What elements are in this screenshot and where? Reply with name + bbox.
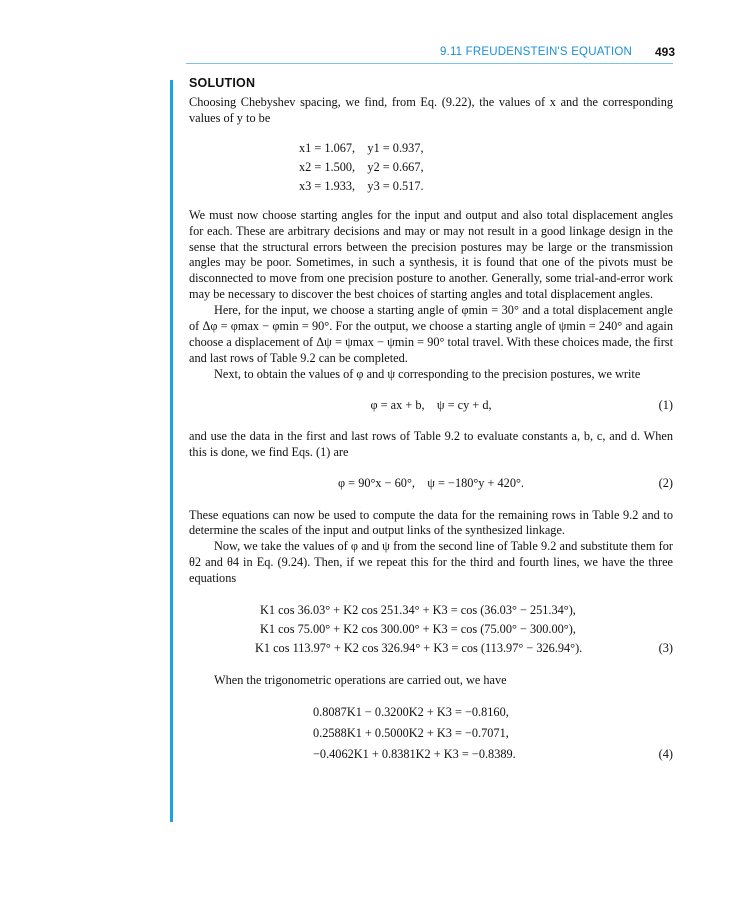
- page-number: 493: [654, 45, 675, 59]
- header-rule: [186, 63, 673, 64]
- equation-1: [189, 398, 673, 414]
- paragraph-4: Next, to obtain the values of φ and ψ corresponding to the precision postures, we write: [214, 366, 641, 381]
- solution-heading: SOLUTION: [189, 76, 256, 90]
- paragraph-7: Now, we take the values of φ and ψ from the second line of Table 9.2 and substitute them for θ2 and θ4 in Eq. (9.24). Then, if we repeat this for the third and fourth lines, we have the three equations: [189, 539, 673, 586]
- equation-3-number: (3): [658, 641, 673, 656]
- equation-3-line: K1 cos 113.97° + K2 cos 326.94° + K3 = cos (113.97° − 326.94°).: [255, 641, 583, 656]
- solution-body: [189, 76, 673, 765]
- value-row: x3 = 1.933, y3 = 0.517.: [299, 178, 424, 193]
- equation-1-number: (1): [658, 397, 673, 412]
- equation-4: [189, 702, 673, 765]
- equation-3-line: K1 cos 36.03° + K2 cos 251.34° + K3 = cos (36.03° − 251.34°),: [260, 603, 576, 618]
- paragraph-6: These equations can now be used to compute the data for the remaining rows in Table 9.2 and to determine the scales of the input and output links of the synthesized linkage.: [189, 507, 673, 538]
- value-row: x2 = 1.500, y2 = 0.667,: [299, 159, 424, 174]
- equation-1-text: φ = ax + b, ψ = cy + d,: [370, 397, 492, 412]
- value-row: x1 = 1.067, y1 = 0.937,: [299, 140, 424, 155]
- equation-2-number: (2): [658, 475, 673, 490]
- equation-4-number: (4): [658, 746, 673, 761]
- paragraph-8: When the trigonometric operations are carried out, we have: [214, 673, 507, 688]
- paragraph-1: Choosing Chebyshev spacing, we find, from Eq. (9.22), the values of x and the corresponding values of y to be: [189, 94, 673, 125]
- running-head: [0, 44, 737, 64]
- equation-4-line: −0.4062K1 + 0.8381K2 + K3 = −0.8389.: [313, 746, 516, 761]
- paragraph-5: and use the data in the first and last rows of Table 9.2 to evaluate constants a, b, c, and d. When this is done, we find Eqs. (1) are: [189, 428, 673, 459]
- paragraph-2: We must now choose starting angles for the input and output and also total displacement angles for each. These are arbitrary decisions and may or may not result in a good linkage design in the sense that the structural errors between the precision postures may be large or the transmission angles may be poor. Sometimes, in such a synthesis, it is found that one of the pivots must be disconnected to move from one precision posture to another. Generally, some trial-and-error work may be necessary to discover the best choices of starting angles and total displacement angles.: [189, 207, 673, 302]
- equation-3-line: K1 cos 75.00° + K2 cos 300.00° + K3 = cos (75.00° − 300.00°),: [260, 622, 576, 637]
- equation-4-line: 0.8087K1 − 0.3200K2 + K3 = −0.8160,: [313, 704, 509, 719]
- chebyshev-values: [189, 139, 673, 196]
- equation-2-text: φ = 90°x − 60°, ψ = −180°y + 420°.: [338, 475, 524, 490]
- equation-3: [189, 601, 673, 658]
- solution-side-bar: [170, 80, 173, 822]
- section-title: 9.11 FREUDENSTEIN'S EQUATION: [439, 46, 632, 58]
- equation-4-line: 0.2588K1 + 0.5000K2 + K3 = −0.7071,: [313, 725, 509, 740]
- paragraph-3: Here, for the input, we choose a starting angle of φmin = 30° and a total displacement angle of Δφ = φmax − φmin = 90°. For the output, we choose a starting angle of ψmin = 240° and again choose a displacement of Δψ = ψmax − ψmin = 90° total travel. With these choices made, the first and last rows of Table 9.2 can be completed.: [189, 303, 673, 365]
- equation-2: [189, 476, 673, 492]
